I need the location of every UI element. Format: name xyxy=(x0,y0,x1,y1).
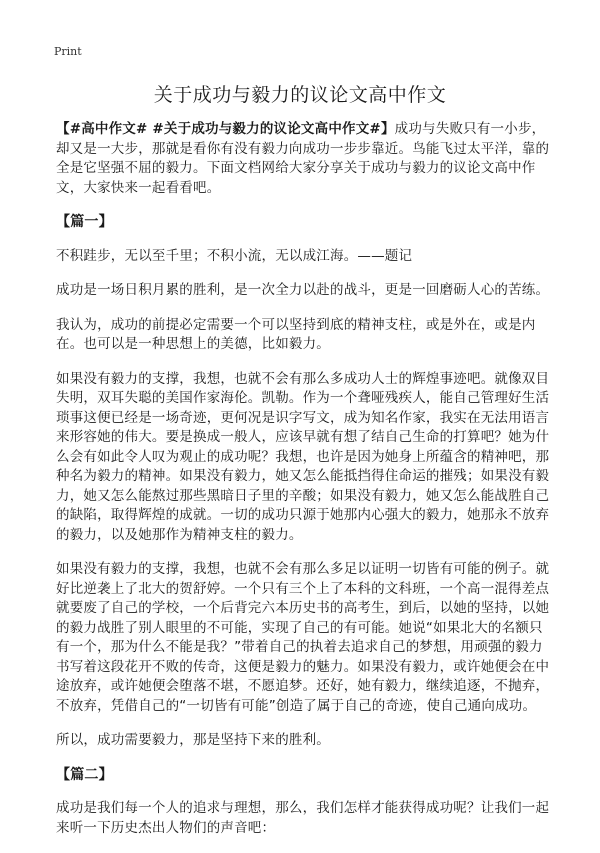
page-title: 关于成功与毅力的议论文高中作文 xyxy=(153,84,447,106)
paragraph: 所以，成功需要毅力，那是坚持下来的胜利。 xyxy=(56,732,330,748)
intro-tag: 【#高中作文# #关于成功与毅力的议论文高中作文#】 xyxy=(56,121,395,137)
paragraph: 成功是我们每一个人的追求与理想，那么，我们怎样才能获得成功呢？让我们一起来听一下历史杰出人物们的声音吧： xyxy=(56,800,550,836)
paragraph: 不积跬步，无以至千里；不积小流，无以成江海。——题记 xyxy=(56,247,413,264)
section-heading-2: 【篇二】 xyxy=(56,766,113,783)
paragraph: 成功是一场日积月累的胜利，是一次全力以赴的战斗，更是一回磨砺人心的苦练。 xyxy=(56,282,550,298)
section-heading-1: 【篇一】 xyxy=(56,214,113,230)
intro-text: 成功与失败只有一小步，却又是一大步，那就是看你有没有毅力向成功一步步靠近。鸟能飞过太平洋，靠的全是它坚强不屈的毅力。下面文档网给大家分享关于成功与毅力的议论文高中作文，大家快来一起看看吧。 xyxy=(56,121,550,196)
print-link[interactable]: Print xyxy=(54,45,82,58)
intro-paragraph xyxy=(56,120,550,198)
article-body xyxy=(56,120,550,853)
paragraph: 如果没有毅力的支撑，我想，也就不会有那么多足以证明一切皆有可能的例子。就好比逆袭上了北大的贺舒婷。一个只有三个上了本科的文科班，一个高一混得差点就要废了自己的学校，一个后背完六本历史书的高考生，到后，以她的坚持，以她的毅力战胜了别人眼里的不可能，实现了自己的有可能。她说“如果北大的名额只有一个，那为什么不能是我？”带着自己的执着去追求自己的梦想，用顽强的毅力书写着这段花开不败的传奇，这便是毅力的魅力。如果没有毅力，或许她便会在中途放弃，或许她便会堕落不堪，不愿追梦。还好，她有毅力，继续追逐，不抛弃，不放弃，凭借自己的“一切皆有可能”创造了属于自己的奇迹，使自己通向成功。 xyxy=(56,561,550,714)
paragraph: 如果没有毅力的支撑，我想，也就不会有那么多成功人士的辉煌事迹吧。就像双目失明，双耳失聪的美国作家海伦。凯勒。作为一个聋哑残疾人，能自己管理好生活琐事这便已经是一场奇迹，更何况是识字写文，成为知名作家，我实在无法用语言来形容她的伟大。要是换成一般人，应该早就有想了结自己生命的打算吧？她为什么会有如此令人叹为观止的成功呢？我想，也许是因为她身上所蕴含的精神吧，那种名为毅力的精神。如果没有毅力，她又怎么能抵挡得住命运的摧残；如果没有毅力，她又怎么能熬过那些黑暗日子里的辛酸；如果没有毅力，她又怎么能战胜自己的缺陷，取得辉煌的成就。一切的成功只源于她那内心强大的毅力，她那永不放弃的毅力，以及她那作为精神支柱的毅力。 xyxy=(56,370,550,543)
paragraph: 我认为，成功的前提必定需要一个可以坚持到底的精神支柱，或是外在，或是内在。也可以是一种思想上的美德，比如毅力。 xyxy=(56,316,536,352)
